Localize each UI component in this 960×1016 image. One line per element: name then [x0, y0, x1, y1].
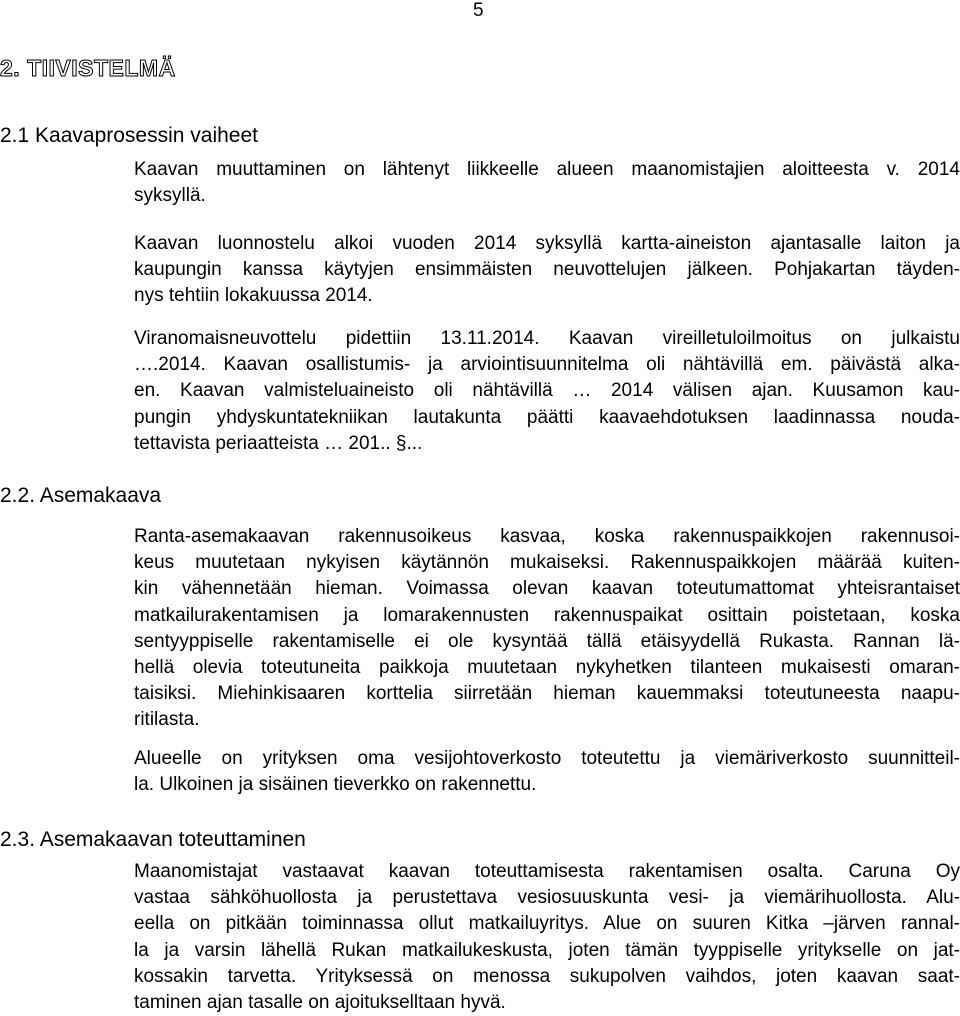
text-line: Maanomistajat vastaavat kaavan toteuttamisesta rakentamisen osalta. Caruna Oy	[134, 861, 960, 882]
text-line: sentyyppiselle rakentamiselle ei ole kysyntää tällä etäisyydellä Rukasta. Rannan lä-	[134, 630, 960, 652]
paragraph-water-network	[134, 746, 960, 798]
text-line: nys tehtiin lokakuussa 2014.	[134, 285, 373, 307]
text-line: Viranomaisneuvottelu pidettiin 13.11.2014. Kaavan vireilletuloilmoitus on julkaistu	[134, 328, 960, 349]
paragraph-drafting	[134, 231, 960, 310]
heading-asemakaava: 2.2. Asemakaava	[0, 484, 162, 507]
text-line: keus muutetaan nykyisen käytännön mukaiseksi. Rakennuspaikkojen määrää kuiten-	[134, 552, 960, 574]
text-line: eella on pitkään toiminnassa ollut matkailuyritys. Alue on suuren Kitka –järven rannal-	[134, 913, 960, 935]
section-title: 2. TIIVISTELMÄ	[0, 55, 176, 81]
text-line: hellä olevia toteutuneita paikkoja muutetaan nykyhetken tilanteen mukaisesti omaran-	[134, 657, 960, 679]
text-line: kossakin tarvetta. Yrityksessä on menossa sukupolven vaihdos, joten kaavan saat-	[134, 965, 960, 987]
text-line: Kaavan muuttaminen on lähtenyt liikkeelle alueen maanomistajien aloitteesta v. 2014	[134, 159, 960, 180]
text-line: la ja varsin lähellä Rukan matkailukeskusta, joten tämän tyyppiselle yritykselle on jat-	[134, 939, 960, 961]
text-line: syksyllä.	[134, 185, 206, 207]
heading-kaavaprosessin-vaiheet: 2.1 Kaavaprosessin vaiheet	[0, 124, 258, 147]
text-line: taisiksi. Miehinkisaaren korttelia siirretään hieman kauemmaksi toteutuneesta naapu-	[134, 683, 960, 705]
text-line: kin vähennetään hieman. Voimassa olevan kaavan toteutumattomat yhteisrantaiset	[134, 578, 960, 600]
text-line: la. Ulkoinen ja sisäinen tieverkko on rakennettu.	[134, 774, 537, 796]
text-line: tettavista periaatteista … 201.. §...	[134, 432, 423, 454]
text-line: en. Kaavan valmisteluaineisto oli nähtävillä … 2014 välisen ajan. Kuusamon kau-	[134, 380, 960, 402]
text-line: kaupungin kanssa käytyjen ensimmäisten neuvottelujen jälkeen. Pohjakartan täyden-	[134, 259, 960, 281]
text-line: pungin yhdyskuntatekniikan lautakunta päätti kaavaehdotuksen laadinnassa nouda-	[134, 406, 960, 428]
text-line: Ranta-asemakaavan rakennusoikeus kasvaa, koska rakennuspaikkojen rakennusoi-	[134, 526, 960, 547]
text-line: vastaa sähköhuollosta ja perustettava vesiosuuskunta vesi- ja viemärihuollosta. Alu-	[134, 887, 960, 909]
page-number: 5	[473, 0, 484, 21]
paragraph-implementation	[134, 859, 960, 1016]
text-line: ritilasta.	[134, 709, 200, 731]
paragraph-consultation	[134, 326, 960, 457]
heading-asemakaavan-toteuttaminen: 2.3. Asemakaavan toteuttaminen	[0, 828, 306, 851]
text-line: Alueelle on yrityksen oma vesijohtoverkosto toteutettu ja viemäriverkosto suunnitteil-	[134, 748, 960, 769]
text-line: matkailurakentamisen ja lomarakennusten rakennuspaikat osittain poistetaan, koska	[134, 604, 960, 626]
text-line: taminen ajan tasalle on ajoitukselltaan hyvä.	[134, 992, 506, 1014]
paragraph-initiative	[134, 157, 960, 209]
paragraph-building-rights	[134, 524, 960, 734]
text-line: ….2014. Kaavan osallistumis- ja arviointisuunnitelma oli nähtävillä em. päivästä alka-	[134, 354, 960, 376]
text-line: Kaavan luonnostelu alkoi vuoden 2014 syksyllä kartta-aineiston ajantasalle laiton ja	[134, 233, 960, 254]
